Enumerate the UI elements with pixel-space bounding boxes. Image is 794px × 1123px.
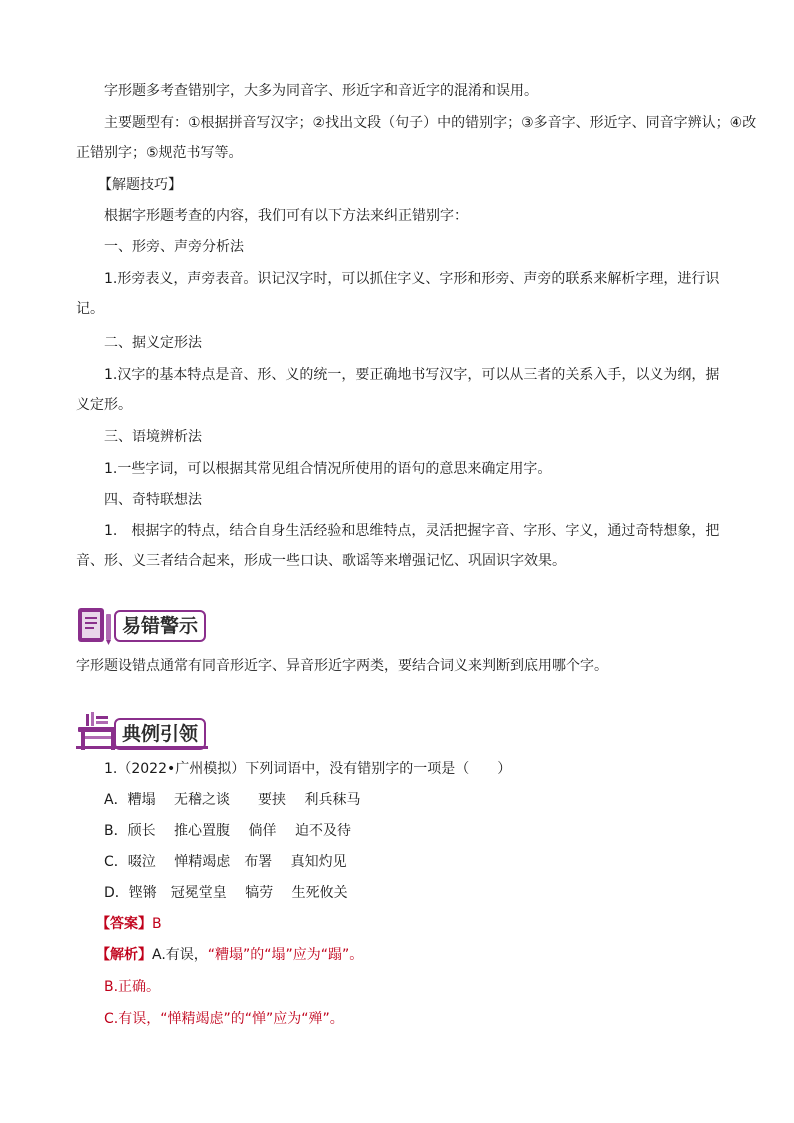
example-header-underline [76,746,208,749]
tips-heading: 【解题技巧】 [98,177,182,193]
method-2-line-1: 1.汉字的基本特点是音、形、义的统一，要正确地书写汉字，可以从三者的关系入手，以义为纲，据 [104,367,720,383]
intro-paragraph-2-line-2: 正错别字；⑤规范书写等。 [76,145,243,161]
example-question: 1.（2022•广州模拟）下列词语中，没有错别字的一项是（ ） [104,761,512,777]
example-option-c: C．啜泣 惮精竭虑 布署 真知灼见 [104,854,347,870]
example-option-a: A．糟塌 无稽之谈 要挟 利兵秣马 [104,792,361,808]
example-option-d: D．铿锵 冠冕堂皇 犒劳 生死攸关 [104,885,348,901]
answer-value: B [152,916,162,932]
analysis-line-a [96,944,363,966]
notebook-icon [76,604,116,648]
method-2-line-2: 义定形。 [76,397,132,413]
analysis-line-c [104,1008,344,1030]
method-4-title: 四、奇特联想法 [104,492,202,508]
analysis-a-detail: “糟塌”的“塌”应为“蹋”。 [207,947,364,963]
analysis-c-detail: “惮精竭虑”的“惮”应为“殚”。 [160,1011,344,1027]
method-1-line-2: 记。 [76,301,104,317]
method-4-line-1: 1. 根据字的特点，结合自身生活经验和思维特点，灵活把握字音、字形、字义，通过奇特想象，把 [104,523,720,539]
tips-intro: 根据字形题考查的内容，我们可有以下方法来纠正错别字： [104,208,468,224]
intro-paragraph-1: 字形题多考查错别字，大多为同音字、形近字和音近字的混淆和误用。 [104,83,538,99]
method-4-line-2: 音、形、义三者结合起来，形成一些口诀、歌谣等来增强记忆、巩固识字效果。 [76,553,566,569]
method-3-title: 三、语境辨析法 [104,429,202,445]
analysis-line-b: B.正确。 [104,979,161,995]
method-1-line-1: 1.形旁表义，声旁表音。识记汉字时，可以抓住字义、字形和形旁、声旁的联系来解析字理，进行识 [104,271,720,287]
method-2-title: 二、据义定形法 [104,335,202,351]
example-option-b: B．颀长 推心置腹 倘佯 迫不及待 [104,823,351,839]
analysis-a-prefix: A.有误， [152,947,208,963]
method-1-title: 一、形旁、声旁分析法 [104,239,244,255]
method-3-line-1: 1.一些字词，可以根据其常见组合情况所使用的语句的意思来确定用字。 [104,461,552,477]
warning-text: 字形题设错点通常有同音形近字、异音形近字两类，要结合词义来判断到底用哪个字。 [76,658,608,674]
answer-line [96,913,162,935]
analysis-c-prefix: C.有误， [104,1011,161,1027]
intro-paragraph-2-line-1: 主要题型有：①根据拼音写汉字；②找出文段（句子）中的错别字；③多音字、形近字、同音字辨认；④改 [104,115,757,131]
answer-label: 【答案】 [96,916,152,932]
warning-section-header [76,604,226,644]
analysis-label: 【解析】 [96,947,152,963]
warning-section-title: 易错警示 [114,610,206,642]
example-section-title: 典例引领 [114,718,206,750]
